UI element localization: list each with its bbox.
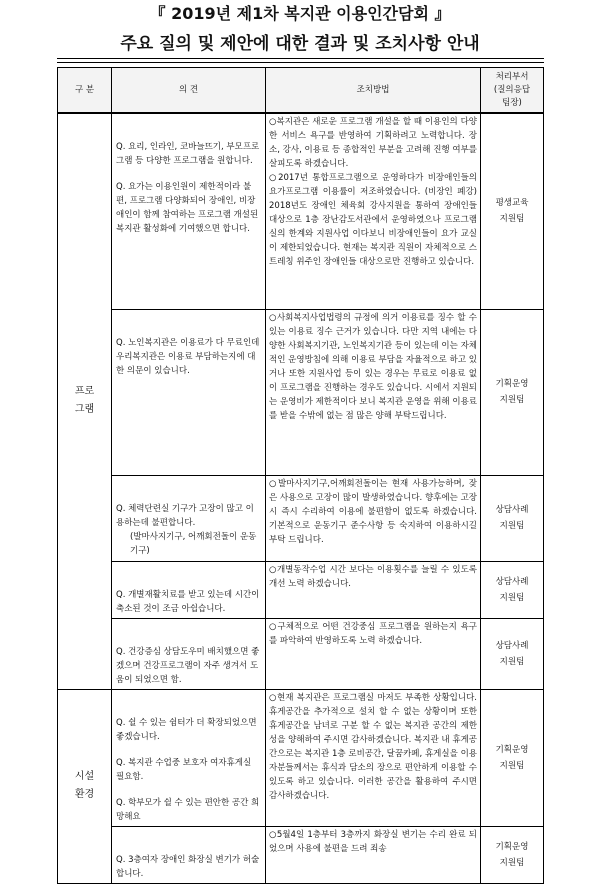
dept-label: 기획운영 [495, 744, 529, 755]
dept-label: 기획운영 [495, 379, 529, 389]
action-cell [266, 826, 481, 883]
dept-cell [481, 826, 544, 883]
dept-label: 지원팀 [499, 857, 525, 868]
action-cell [266, 475, 481, 561]
header-dept-line: 처리부서 [495, 71, 529, 82]
dept-label: 상담사례 [495, 640, 529, 651]
table-row [58, 309, 544, 475]
dept-label: 기획운영 [495, 841, 529, 852]
opinion-cell [112, 309, 266, 475]
table-row [58, 618, 544, 689]
header-opinion: 의 견 [112, 68, 266, 114]
document-title: 『 2019년 제1차 복지관 이용인간담회 』 [149, 4, 451, 23]
action-paragraph: ○복지관은 새로운 프로그램 개설을 할 때 이용인의 다양한 서비스 욕구를 반영하여 기획하려고 노력합니다. 장소, 강사, 이용료 등 종합적인 부분을 고려해 진행 여부를 살피도록 하겠습니다. [269, 117, 477, 169]
dept-label: 지원팀 [499, 521, 525, 531]
action-cell [266, 618, 481, 689]
table-row [58, 561, 544, 618]
title-divider [57, 58, 544, 63]
category-cell [58, 113, 112, 689]
opinion-item: Q. 요가는 이용인원이 제한적이라 불편, 프로그램 다양화되어 장애인, 비장애인이 함께 참여하는 프로그램 개설된 복지관 활성화에 기여했으면 합니다. [116, 182, 259, 234]
opinion-cell [112, 475, 266, 561]
opinion-cell [112, 689, 266, 826]
action-paragraph: ○구체적으로 어떤 건강중심 프로그램을 원하는지 욕구를 파악하여 반영하도록 노력 하겠습니다. [269, 621, 477, 646]
table-row [58, 689, 544, 826]
document-subtitle: 주요 질의 및 제안에 대한 결과 및 조치사항 안내 [120, 34, 480, 54]
dept-cell [481, 618, 544, 689]
opinion-cell [112, 826, 266, 883]
opinion-cell [112, 113, 266, 309]
action-cell [266, 113, 481, 309]
opinion-item: Q. 3층여자 장애인 화장실 변기가 허술합니다. [116, 854, 260, 879]
table-row [58, 826, 544, 883]
opinion-note: (발마사지기구, 어깨회전돌이 운동기구) [130, 531, 257, 556]
action-paragraph: ○발마사지기구,어깨회전돌이는 현재 사용가능하며, 잦은 사용으로 고장이 많이 발생하였습니다. 향후에는 고장시 즉시 수리하여 이용에 불편함이 없도록 하겠습니다. 기본적으로 운동기구 준수사항 등 숙지하여 이용하시길 부탁 드립니다. [269, 478, 477, 545]
dept-label: 지원팀 [499, 656, 525, 667]
dept-label: 상담사례 [495, 505, 529, 515]
dept-label: 지원팀 [499, 760, 525, 771]
category-label: 환경 [74, 789, 95, 800]
header-action: 조치방법 [266, 68, 481, 114]
dept-label: 지원팀 [499, 214, 525, 225]
opinion-item: Q. 학부모가 쉴 수 있는 편안한 공간 희망해요 [116, 797, 260, 822]
opinion-item: Q. 개별재활치료를 받고 있는데 시간이 축소된 것이 조금 아쉽습니다. [116, 589, 260, 614]
dept-cell [481, 561, 544, 618]
action-paragraph: ○현재 복지관은 프로그램실 마저도 부족한 상황입니다. 휴게공간을 추가적으로 설치 할 수 없는 상황이며 또한 휴게공간을 남녀로 구분 할 수 없는 복지관 공간의 제한성을 양해하여 주시면 감사하겠습니다. 복지관 내 휴게공간으로는 복지관 1층 로비공간, 달꿈카페, 휴게실을 이용자분들께서는 휴식과 담소의 장으로 편안하게 이용할 수 있도록 하고 있습니다. 이러한 공간을 활용하여 주시면 감사하겠습니다. [269, 692, 477, 801]
category-label: 프로 [74, 386, 95, 398]
opinion-item: Q. 쉴 수 있는 쉼터가 더 확장되었으면 좋겠습니다. [116, 717, 257, 742]
dept-cell [481, 113, 544, 309]
results-table [57, 67, 544, 884]
opinion-item: Q. 체력단련실 기구가 고장이 많고 이용하는데 불편합니다. [116, 503, 254, 528]
category-label: 시설 [74, 771, 95, 782]
action-cell [266, 561, 481, 618]
dept-label: 지원팀 [499, 592, 525, 603]
opinion-item: Q. 건강증심 상담도우미 배치했으면 좋겠으며 건강프로그램이 자주 생겨서 도움이 되었으면 함. [116, 646, 260, 685]
header-dept-line: 팀장) [502, 97, 522, 108]
dept-cell [481, 475, 544, 561]
action-paragraph: ○5월4일 1층부터 3층까지 화장실 변기는 수리 완료 되었으며 사용에 불편을 드려 죄송 [269, 829, 477, 854]
action-paragraph: ○2017년 통합프로그램으로 운영하다가 비장애인들의 요가프로그램 이용률이 저조하였습니다. (비장인 폐강) 2018년도 장애인 체육회 강사지원을 통하여 장애인들 대상으로 1층 장난감도서관에서 운영하였으나 프로그램실의 한계와 지원사업 이다보니 비장애인들이 요가 교실이 제한되었습니다. 현재는 복지관 직원이 자체적으로 스트레칭 위주인 장애인들 대상으로만 진행하고 있습니다. [269, 173, 477, 267]
dept-label: 평생교육 [495, 198, 529, 209]
dept-cell [481, 689, 544, 826]
opinion-item: Q. 요리, 인라인, 코바늘뜨기, 부모프로그램 등 다양한 프로그램을 원합니다. [116, 142, 260, 166]
opinion-cell [112, 561, 266, 618]
opinion-item: Q. 노인복지관은 이용료가 다 무료인데 우리복지관은 이용료 부담하는지에 대한 의문이 있습니다. [116, 337, 260, 376]
category-label: 그램 [74, 404, 95, 416]
opinion-item: Q. 복지관 수업중 보호자 여자휴게실 필요함. [116, 757, 252, 782]
header-dept-line: (질의응답 [493, 84, 531, 95]
dept-cell [481, 309, 544, 475]
action-cell [266, 309, 481, 475]
table-header-row [58, 68, 544, 114]
opinion-cell [112, 618, 266, 689]
action-paragraph: ○개별동작수업 시간 보다는 이용횟수를 늘릴 수 있도록 개선 노력 하겠습니다. [269, 564, 477, 589]
action-paragraph: ○사회복지사업법령의 규정에 의거 이용료를 징수 할 수 있는 이용료 징수 근거가 있습니다. 다만 지역 내에는 다양한 사회복지기관, 노인복지기관 등이 있는데 이는 자체적인 운영방침에 의해 이용료 부담을 자율적으로 하고 있거나 또한 지원사업 등이 있는 경우는 무료로 이용료 없이 프로그램을 진행하는 경우도 있습니다. 시에서 지원되는 운영비가 제한적이다 보니 복지관 운영을 위해 이용료를 받을 수밖에 없는 점 많은 양해 부탁드립니다. [269, 312, 477, 421]
category-cell [58, 689, 112, 883]
action-cell [266, 689, 481, 826]
header-dept [481, 68, 544, 114]
dept-label: 상담사례 [495, 576, 529, 587]
dept-label: 지원팀 [499, 395, 525, 405]
header-category: 구 분 [58, 68, 112, 114]
table-row [58, 475, 544, 561]
table-row [58, 113, 544, 309]
